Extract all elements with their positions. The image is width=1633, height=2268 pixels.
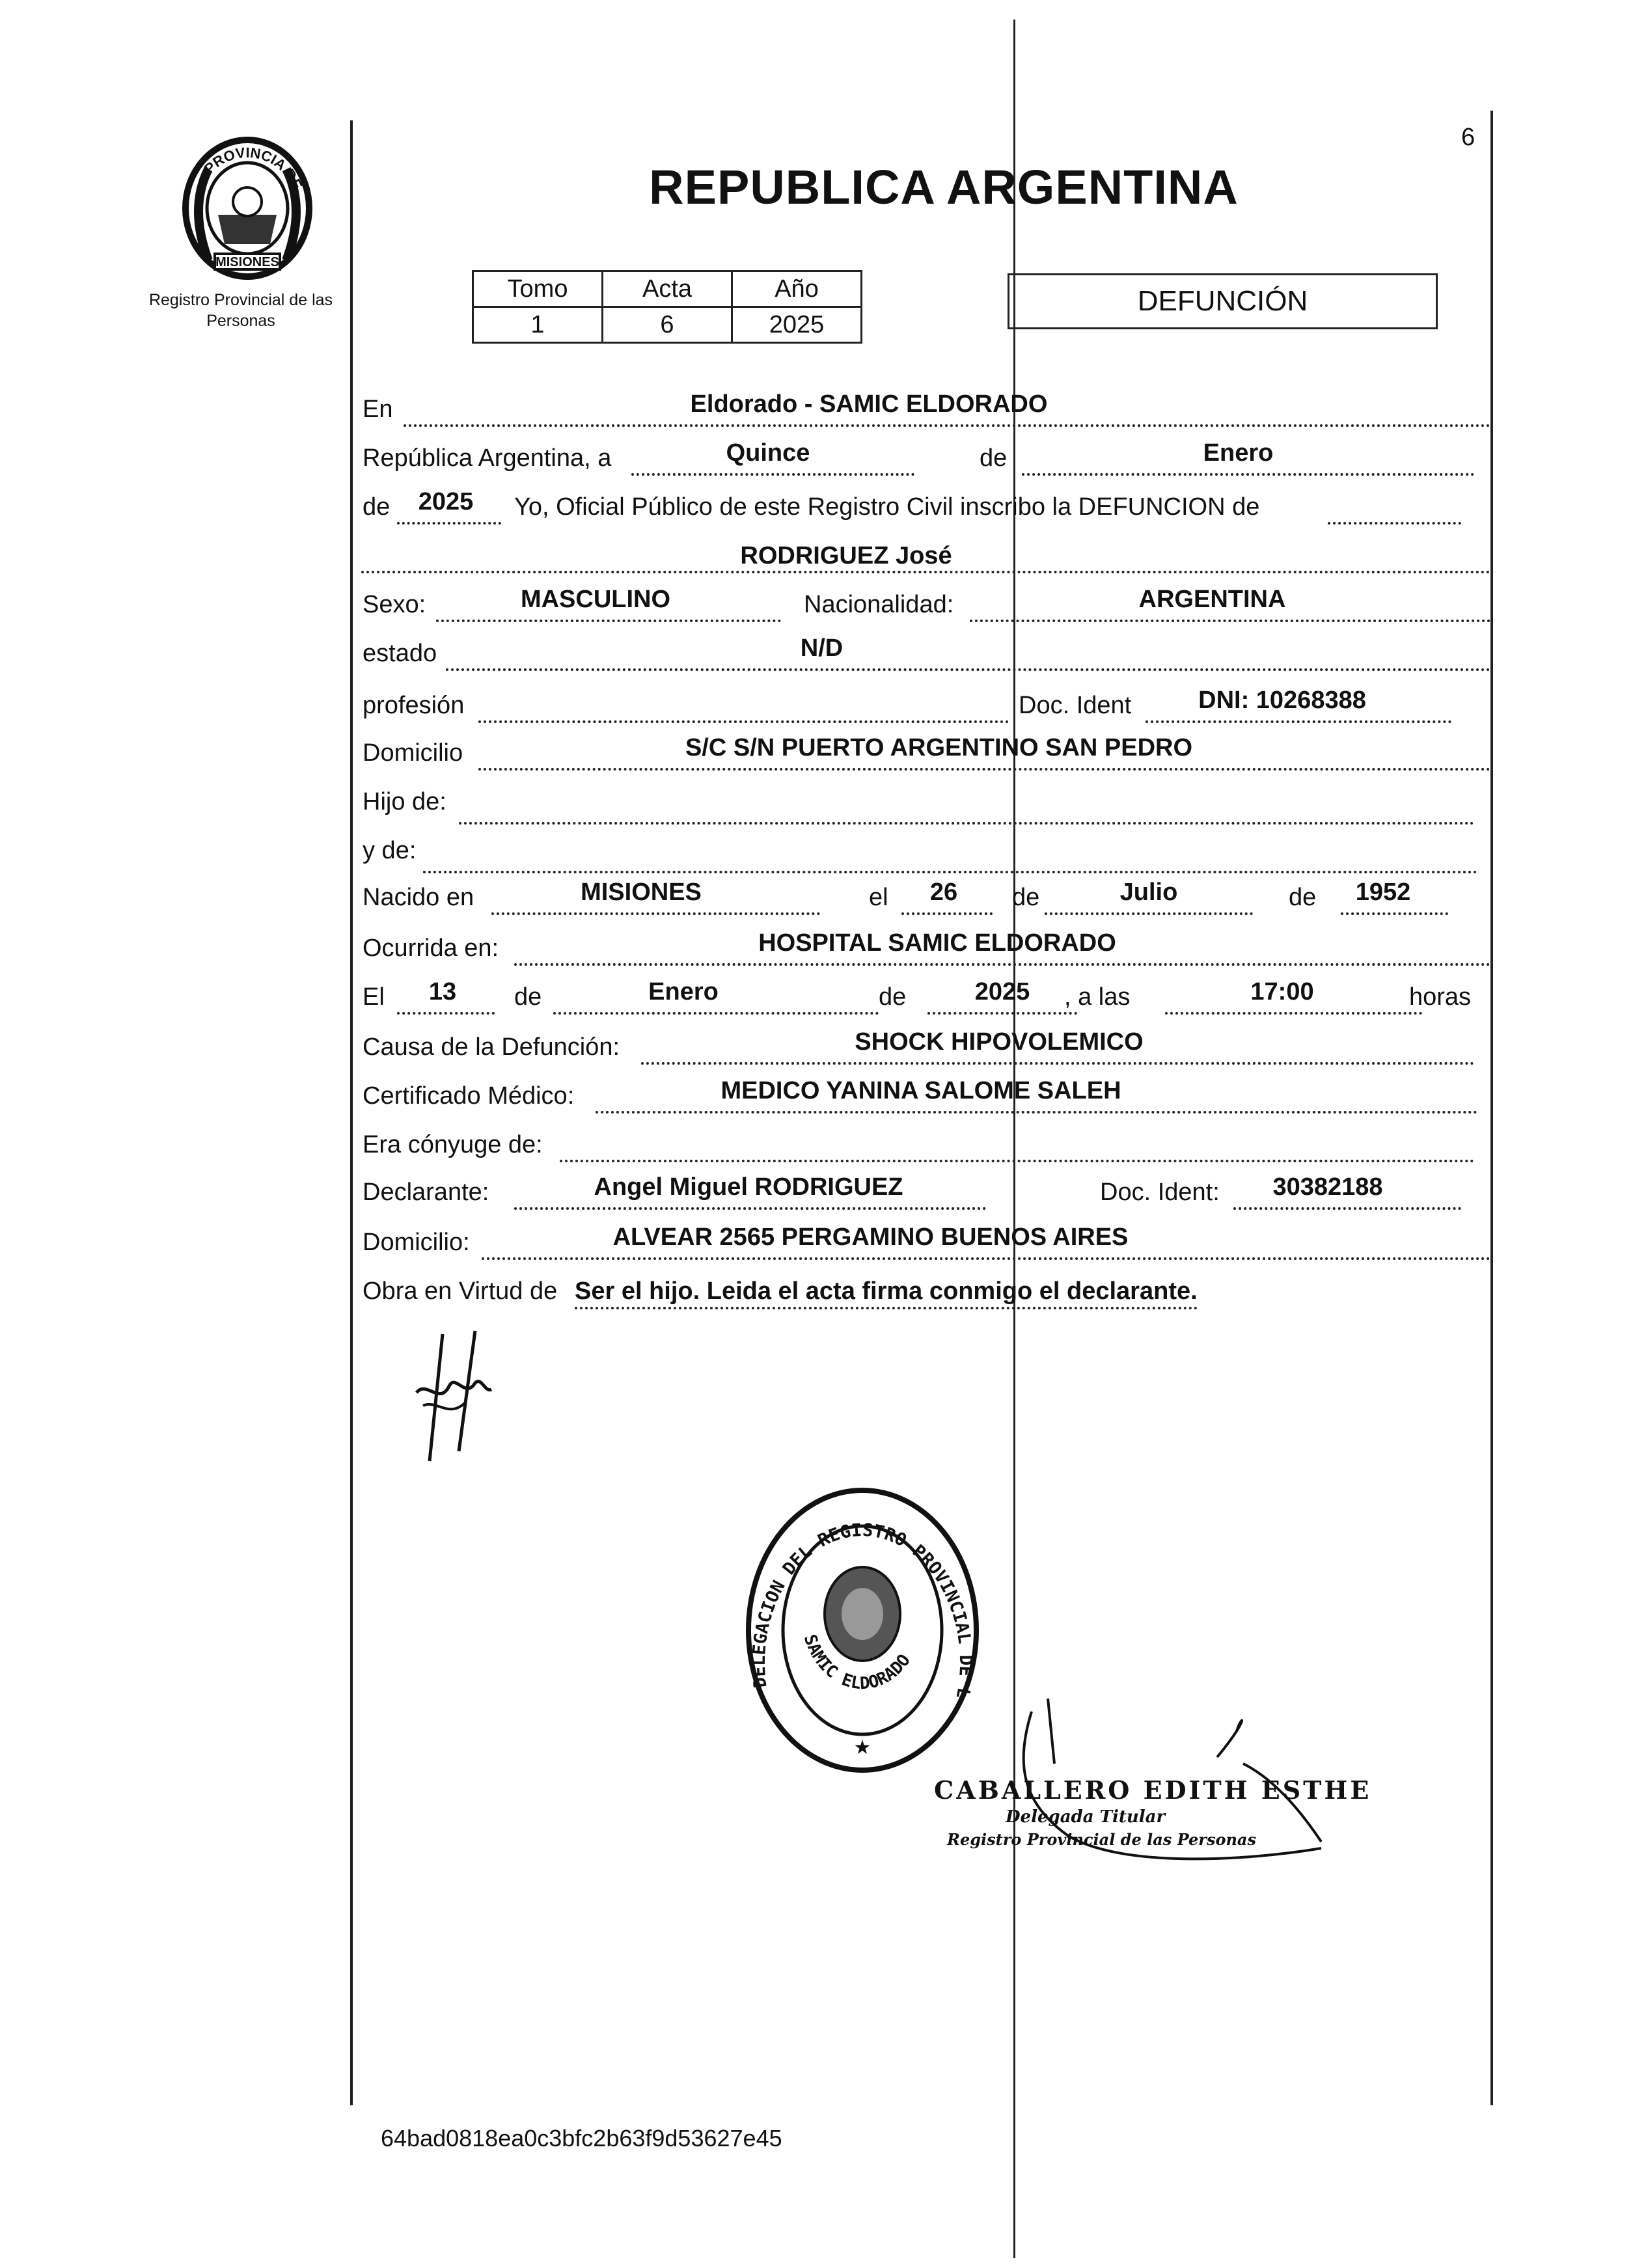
page-number: 6 — [1461, 124, 1475, 151]
anio-value: 2025 — [732, 307, 862, 343]
row-hijo — [361, 783, 1490, 822]
decl-doc-label: Doc. Ident: — [1100, 1179, 1220, 1206]
sexo-label: Sexo: — [363, 591, 426, 618]
nac-dia: 26 — [929, 879, 958, 906]
registry-name: Registro Provincial de las Personas — [148, 291, 333, 330]
doc-ident-value: DNI: 10268388 — [1198, 687, 1366, 714]
row-obra — [361, 1272, 1490, 1311]
logo-text-top: PROVINCIA DE — [200, 144, 306, 192]
de-label-4: de — [1289, 884, 1317, 911]
profesion-label: profesión — [363, 692, 465, 719]
nac-anio: 1952 — [1355, 879, 1411, 906]
row-nacido — [361, 879, 1490, 918]
acta-value: 6 — [603, 307, 732, 343]
estado-label: estado — [363, 640, 437, 667]
row-fecha — [361, 439, 1490, 478]
row-en — [361, 390, 1490, 430]
row-sexo — [361, 586, 1490, 625]
nombre-value: RODRIGUEZ José — [740, 542, 952, 569]
row-ocurrida — [361, 929, 1490, 968]
row-decl-domicilio — [361, 1223, 1490, 1263]
anio-value-form: 2025 — [418, 488, 474, 515]
conyuge-label: Era cónyuge de: — [363, 1131, 543, 1158]
row-profesion — [361, 687, 1490, 726]
right-margin-line — [1490, 111, 1493, 2105]
decl-doc-value: 30382188 — [1272, 1173, 1383, 1201]
table-header: Acta — [603, 271, 732, 307]
row-fecha-defuncion — [361, 978, 1490, 1017]
republica-label: República Argentina, a — [363, 444, 612, 472]
tomo-value: 1 — [473, 307, 603, 343]
domicilio-value: S/C S/N PUERTO ARGENTINO SAN PEDRO — [685, 734, 1193, 761]
en-value: Eldorado - SAMIC ELDORADO — [690, 390, 1048, 418]
row-certificado — [361, 1077, 1490, 1116]
stamp-name: CABALLERO EDITH ESTHE — [934, 1775, 1372, 1805]
nacido-label: Nacido en — [363, 884, 474, 911]
row-yde — [361, 832, 1490, 871]
def-mes: Enero — [648, 978, 719, 1005]
seal-inner-text: SAMIC ELDORADO — [799, 1632, 914, 1694]
doc-type-box — [1008, 273, 1438, 329]
causa-label: Causa de la Defunción: — [363, 1033, 620, 1061]
en-label: En — [363, 396, 393, 423]
row-oficial — [361, 488, 1490, 527]
svg-text:★: ★ — [853, 1737, 871, 1758]
mes-value: Enero — [1203, 439, 1274, 467]
declarant-signature — [404, 1321, 501, 1471]
row-nombre — [361, 537, 1490, 576]
ocurrida-value: HOSPITAL SAMIC ELDORADO — [758, 929, 1116, 957]
de-label-5: de — [514, 983, 542, 1011]
row-conyuge — [361, 1126, 1490, 1165]
oficial-text: Yo, Oficial Público de este Registro Civil inscribo la DEFUNCION de — [514, 493, 1260, 521]
nacido-value: MISIONES — [581, 879, 702, 906]
logo-text-bottom: MISIONES — [215, 255, 279, 269]
de-label-3: de — [1012, 884, 1040, 911]
nacionalidad-value: ARGENTINA — [1138, 586, 1286, 613]
decl-domicilio-label: Domicilio: — [363, 1229, 470, 1256]
row-domicilio — [361, 734, 1490, 773]
row-causa — [361, 1028, 1490, 1067]
dia-value: Quince — [726, 439, 810, 467]
province-logo — [163, 130, 332, 286]
seal-outer-text: DELEGACION DEL REGISTRO PROVINCIAL DE L — [748, 1520, 976, 1701]
estado-value: N/D — [800, 635, 844, 662]
table-header: Tomo — [473, 271, 603, 307]
nacionalidad-label: Nacionalidad: — [804, 591, 954, 618]
sexo-value: MASCULINO — [520, 586, 671, 613]
alas-label: , a las — [1064, 983, 1131, 1011]
obra-value: Ser el hijo. Leida el acta firma conmigo el declarante. — [575, 1277, 1198, 1309]
obra-label: Obra en Virtud de — [363, 1277, 558, 1305]
doc-ident-label: Doc. Ident — [1019, 692, 1132, 719]
stamp-role: Delegada Titular — [1006, 1807, 1166, 1827]
domicilio-label: Domicilio — [363, 739, 463, 767]
causa-value: SHOCK HIPOVOLEMICO — [855, 1028, 1144, 1056]
hora-value: 17:00 — [1250, 978, 1314, 1005]
declarante-value: Angel Miguel RODRIGUEZ — [594, 1173, 903, 1201]
yde-label: y de: — [363, 837, 417, 864]
row-declarante — [361, 1173, 1490, 1212]
table-header: Año — [732, 271, 862, 307]
hijo-label: Hijo de: — [363, 788, 446, 815]
doc-type: DEFUNCIÓN — [1137, 285, 1308, 317]
page-title: REPUBLICA ARGENTINA — [649, 160, 1239, 214]
horas-label: horas — [1409, 983, 1472, 1011]
certificado-label: Certificado Médico: — [363, 1082, 575, 1110]
de-label-2: de — [363, 493, 391, 521]
def-anio: 2025 — [974, 978, 1030, 1005]
left-margin-line — [350, 120, 353, 2105]
ocurrida-label: Ocurrida en: — [363, 935, 499, 962]
row-estado — [361, 635, 1490, 674]
el-label: el — [869, 884, 888, 911]
def-dia: 13 — [428, 978, 457, 1005]
declarante-label: Declarante: — [363, 1179, 489, 1206]
document-hash: 64bad0818ea0c3bfc2b63f9d53627e45 — [381, 2125, 782, 2152]
decl-domicilio-value: ALVEAR 2565 PERGAMINO BUENOS AIRES — [612, 1223, 1129, 1251]
de-label-6: de — [879, 983, 907, 1011]
de-label: de — [980, 444, 1008, 472]
registry-table — [472, 270, 862, 344]
nac-mes: Julio — [1119, 879, 1178, 906]
el-label-2: El — [363, 983, 385, 1011]
stamp-org: Registro Provincial de las Personas — [947, 1830, 1256, 1849]
certificado-value: MEDICO YANINA SALOME SALEH — [720, 1077, 1121, 1104]
